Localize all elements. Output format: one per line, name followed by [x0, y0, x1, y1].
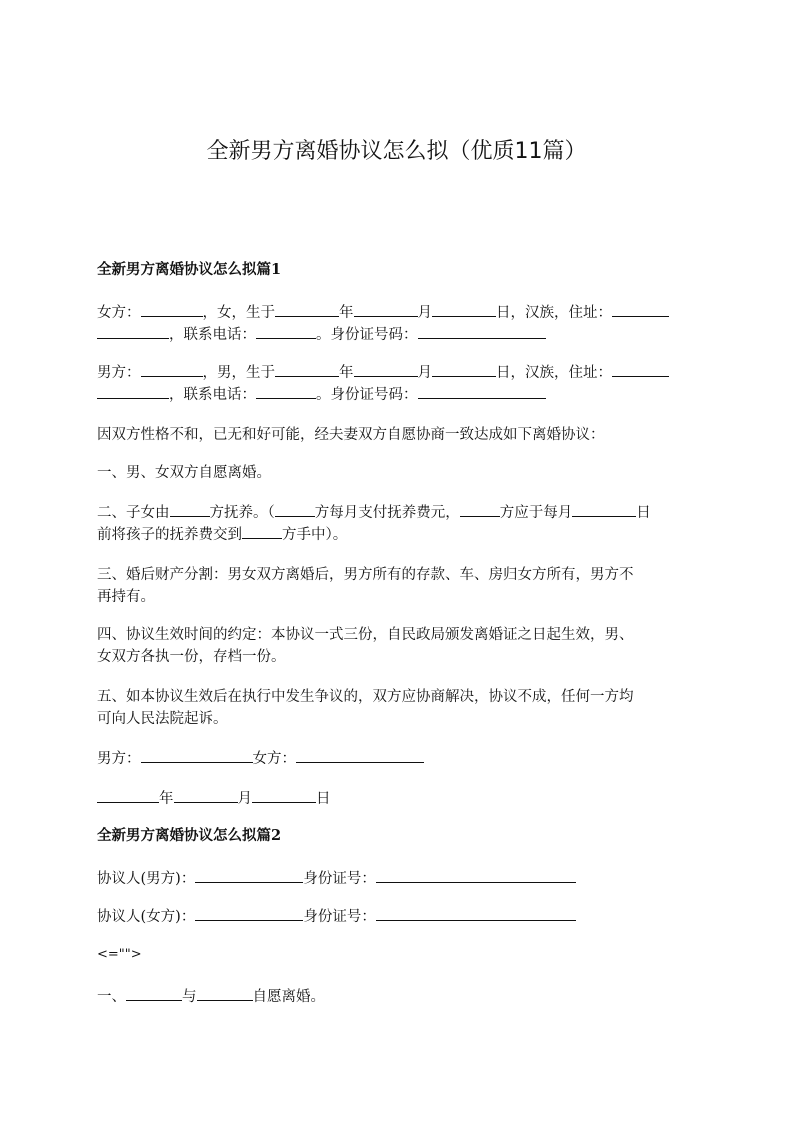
clause-5-line-2: 可向人民法院起诉。	[97, 711, 228, 727]
blank-field	[460, 502, 500, 517]
section-heading-1: 全新男方离婚协议怎么拟篇1	[97, 261, 282, 278]
blank-field	[418, 384, 546, 399]
blank-field	[354, 302, 418, 317]
blank-field	[242, 524, 282, 539]
blank-field	[97, 324, 169, 339]
blank-field	[126, 986, 182, 1001]
blank-field	[376, 906, 576, 921]
blank-field	[256, 384, 316, 399]
signature-line: 男方： 女方：	[97, 748, 424, 770]
blank-field	[97, 384, 169, 399]
blank-field	[256, 324, 316, 339]
blank-field	[354, 362, 418, 377]
blank-field	[141, 362, 203, 377]
blank-field	[612, 302, 669, 317]
party-male-line: 协议人(男方)： 身份证号：	[97, 868, 576, 890]
blank-field	[141, 302, 203, 317]
blank-field	[195, 906, 303, 921]
blank-field	[572, 502, 636, 517]
blank-field	[275, 362, 339, 377]
clause-3-line-1: 三、婚后财产分割：男女双方离婚后，男方所有的存款、车、房归女方所有，男方不	[97, 567, 634, 583]
blank-field	[432, 302, 496, 317]
male-info-line-2: ，联系电话： 。身份证号码：	[97, 384, 546, 406]
blank-field	[275, 502, 315, 517]
blank-field	[376, 868, 576, 883]
clause-5-line-1: 五、如本协议生效后在执行中发生争议的，双方应协商解决，协议不成，任何一方均	[97, 689, 634, 705]
party-female-line: 协议人(女方)： 身份证号：	[97, 906, 576, 928]
section-heading-2: 全新男方离婚协议怎么拟篇2	[97, 827, 282, 844]
blank-field	[195, 868, 303, 883]
stray-markup-text: <="">	[97, 947, 142, 962]
clause-2-line-1: 二、子女由 方抚养。（ 方每月支付抚养费元， 方应于每月 日	[97, 502, 651, 524]
clause-3-line-2: 再持有。	[97, 589, 155, 605]
male-info-line-1: 男方： ，男，生于 年 月 日，汉族，住址：	[97, 362, 669, 384]
section-2-clause-1: 一、 与 自愿离婚。	[97, 986, 325, 1008]
blank-field	[197, 986, 253, 1001]
intro-paragraph: 因双方性格不和，已无和好可能，经夫妻双方自愿协商一致达成如下离婚协议：	[97, 427, 605, 443]
blank-field	[418, 324, 546, 339]
blank-field	[252, 788, 316, 803]
document-title: 全新男方离婚协议怎么拟（优质11篇）	[206, 139, 587, 164]
blank-field	[174, 788, 238, 803]
date-line: 年 月 日	[97, 788, 331, 810]
blank-field	[275, 302, 339, 317]
clause-4-line-1: 四、协议生效时间的约定：本协议一式三份，自民政局颁发离婚证之日起生效，男、	[97, 627, 634, 643]
blank-field	[97, 788, 159, 803]
female-info-line-2: ，联系电话： 。身份证号码：	[97, 324, 546, 346]
blank-field	[170, 502, 210, 517]
blank-field	[141, 748, 253, 763]
female-info-line-1: 女方： ，女，生于 年 月 日，汉族，住址：	[97, 302, 669, 324]
clause-4-line-2: 女双方各执一份，存档一份。	[97, 649, 286, 665]
blank-field	[612, 362, 669, 377]
blank-field	[296, 748, 424, 763]
clause-1: 一、男、女双方自愿离婚。	[97, 465, 271, 481]
clause-2-line-2: 前将孩子的抚养费交到 方手中）。	[97, 524, 347, 546]
blank-field	[432, 362, 496, 377]
